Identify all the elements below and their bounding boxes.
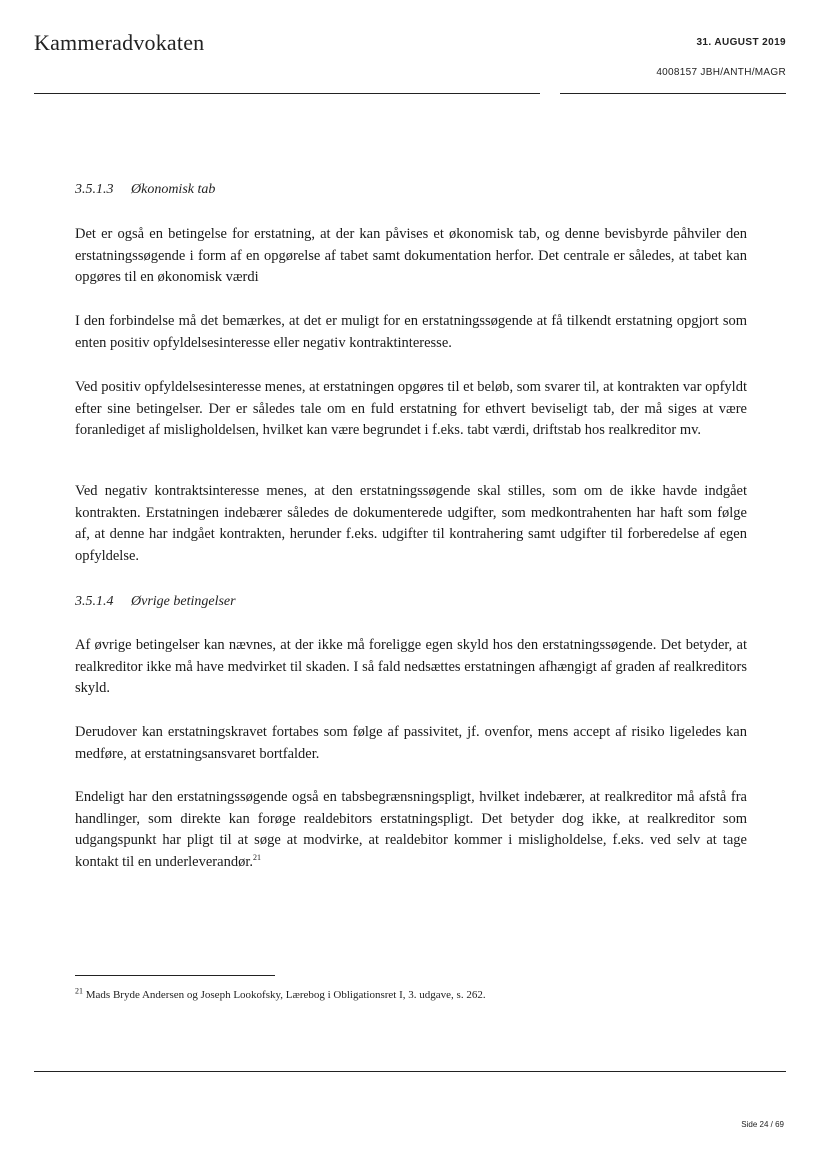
section-number: 3.5.1.4 <box>75 594 114 609</box>
header-rule-left <box>34 93 540 94</box>
document-reference: 4008157 JBH/ANTH/MAGR <box>656 67 786 78</box>
paragraph: Det er også en betingelse for erstatning, at der kan påvises et økonomisk tab, og denne bevisbyrde påhviler den erstatningssøgende i form af en opgørelse af tabet samt dokumentation herfor. Det centrale er således, at tabet kan opgøres til en økonomisk værdi <box>75 226 747 285</box>
footnote-rule <box>75 975 275 976</box>
header-rule-right <box>560 93 786 94</box>
paragraph: Ved negativ kontraktsinteresse menes, at den erstatningssøgende skal stilles, som om de ikke havde indgået kontrakten. Erstatningen indebærer således de dokumenterede udgifter, som medkontrahenten har haft som følge af, at denne har indgået kontrakten, herunder f.eks. udgifter til kontrahering samt udgifter til forberedelse af egen opfyldelse. <box>75 483 747 564</box>
section-title: Økonomisk tab <box>131 182 216 197</box>
footer-rule <box>34 1071 786 1072</box>
paragraph <box>75 787 747 873</box>
footnote <box>75 986 486 1001</box>
section-title: Øvrige betingelser <box>131 594 236 609</box>
footnote-text: Mads Bryde Andersen og Joseph Lookofsky, Lærebog i Obligationsret I, 3. udgave, s. 262. <box>85 989 486 1001</box>
document-date: 31. AUGUST 2019 <box>696 37 786 48</box>
footnote-reference[interactable]: 21 <box>252 852 261 862</box>
footnote-number: 21 <box>75 986 83 996</box>
section-heading <box>75 182 215 198</box>
page-number: Side 24 / 69 <box>741 1120 784 1129</box>
section-number: 3.5.1.3 <box>75 182 114 197</box>
paragraph-text: Endeligt har den erstatningssøgende også en tabsbegrænsningspligt, hvilket indebærer, at realkreditor må afstå fra handlinger, som direkte kan forøge realdebitors erstatningspligt. Det betyder dog ikke, at realkreditor som udgangspunkt har pligt til at søge at modvirke, at realdebitor kommer i misligholdelse, f.eks. ved selv at tage kontakt til en underleverandør. <box>75 789 747 870</box>
section-heading <box>75 594 236 610</box>
paragraph: I den forbindelse må det bemærkes, at det er muligt for en erstatningssøgende at få tilkendt erstatning opgjort som enten positiv opfyldelsesinteresse eller negativ kontraktinteresse. <box>75 313 747 351</box>
logo: Kammeradvokaten <box>34 30 205 55</box>
paragraph: Derudover kan erstatningskravet fortabes som følge af passivitet, jf. ovenfor, mens accept af risiko ligeledes kan medføre, at erstatningsansvaret bortfalder. <box>75 724 747 762</box>
paragraph: Af øvrige betingelser kan nævnes, at der ikke må foreligge egen skyld hos den erstatningssøgende. Det betyder, at realkreditor ikke må have medvirket til skaden. I så fald nedsættes erstatningen afhængigt af graden af realkreditors skyld. <box>75 637 747 696</box>
paragraph: Ved positiv opfyldelsesinteresse menes, at erstatningen opgøres til et beløb, som svarer til, at kontrakten var opfyldt efter sine betingelser. Der er således tale om en fuld erstatning for ethvert beviseligt tab, der må siges at være foranlediget af misligholdelsen, hvilket kan være begrundet i f.eks. tabt værdi, driftstab hos realkreditor mv. <box>75 379 747 438</box>
